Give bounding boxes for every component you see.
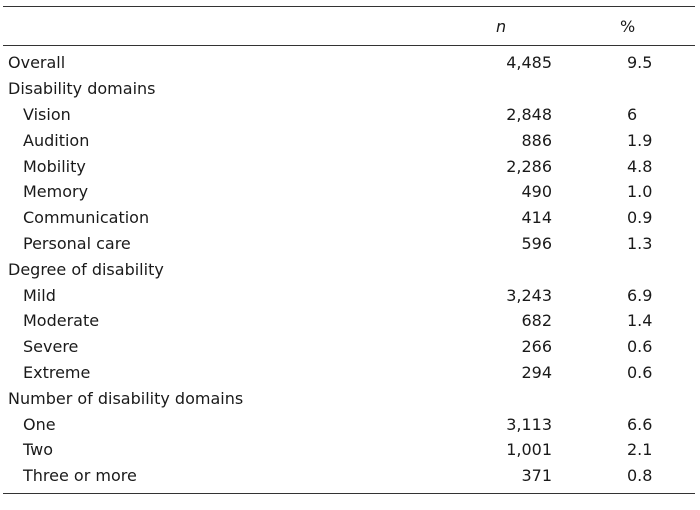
section-label: Degree of disability xyxy=(8,259,164,279)
header-n: n xyxy=(433,7,580,46)
row-n: 1,001 xyxy=(506,440,552,460)
table-row xyxy=(3,282,695,308)
row-percent: 6.9 xyxy=(627,285,653,305)
row-percent: 6 xyxy=(627,104,638,124)
row-label: Personal care xyxy=(23,233,131,253)
row-n: 2,286 xyxy=(506,156,552,176)
row-label: Communication xyxy=(23,208,150,228)
row-n: 294 xyxy=(521,362,552,382)
row-percent: 0.8 xyxy=(580,463,695,493)
row-label: Overall xyxy=(8,53,66,73)
table-row xyxy=(3,411,695,437)
row-label: Extreme xyxy=(23,362,91,382)
disability-table xyxy=(3,6,695,494)
table-row xyxy=(3,153,695,179)
row-n: 682 xyxy=(521,311,552,331)
row-percent: 0.6 xyxy=(627,362,653,382)
row-label: Memory xyxy=(23,182,89,202)
row-n xyxy=(433,256,580,282)
row-percent: 0.6 xyxy=(627,337,653,357)
row-n xyxy=(433,385,580,411)
row-label: Vision xyxy=(23,104,71,124)
row-n: 490 xyxy=(521,182,552,202)
table-row xyxy=(3,360,695,386)
row-label: Moderate xyxy=(23,311,100,331)
table-section-row xyxy=(3,385,695,411)
table-row xyxy=(3,102,695,128)
table-row xyxy=(3,127,695,153)
header-percent: % xyxy=(580,7,695,46)
row-percent: 9.5 xyxy=(627,53,653,73)
table-row xyxy=(3,334,695,360)
row-label: One xyxy=(23,414,56,434)
table-row xyxy=(3,308,695,334)
row-label: Mild xyxy=(23,285,56,305)
table-row xyxy=(3,463,695,493)
row-percent xyxy=(580,76,695,102)
row-n: 414 xyxy=(521,208,552,228)
row-n: 3,113 xyxy=(506,414,552,434)
row-label: Audition xyxy=(23,130,90,150)
table-section-row xyxy=(3,256,695,282)
row-label: Two xyxy=(23,440,53,460)
row-percent: 4.8 xyxy=(627,156,653,176)
row-percent: 0.9 xyxy=(627,208,653,228)
row-n: 266 xyxy=(521,337,552,357)
table-row xyxy=(3,205,695,231)
row-percent: 6.6 xyxy=(627,414,653,434)
header-label xyxy=(3,7,433,46)
row-percent: 2.1 xyxy=(627,440,653,460)
row-label: Severe xyxy=(23,337,79,357)
table-row xyxy=(3,179,695,205)
table-section-row xyxy=(3,76,695,102)
section-label: Disability domains xyxy=(8,79,156,99)
row-n: 4,485 xyxy=(506,53,552,73)
row-percent xyxy=(580,256,695,282)
row-percent: 1.4 xyxy=(627,311,653,331)
row-percent: 1.3 xyxy=(627,233,653,253)
row-n: 3,243 xyxy=(506,285,552,305)
section-label: Number of disability domains xyxy=(8,388,244,408)
table-header-row xyxy=(3,7,695,46)
row-n: 2,848 xyxy=(506,104,552,124)
row-n: 886 xyxy=(521,130,552,150)
table-row xyxy=(3,231,695,257)
row-percent: 1.0 xyxy=(627,182,653,202)
disability-table-container xyxy=(3,6,695,494)
table-row xyxy=(3,437,695,463)
row-percent: 1.9 xyxy=(627,130,653,150)
row-percent xyxy=(580,385,695,411)
row-label: Mobility xyxy=(23,156,86,176)
table-row xyxy=(3,46,695,76)
row-n xyxy=(433,76,580,102)
row-label: Three or more xyxy=(3,463,433,493)
row-n: 596 xyxy=(521,233,552,253)
row-n: 371 xyxy=(433,463,580,493)
